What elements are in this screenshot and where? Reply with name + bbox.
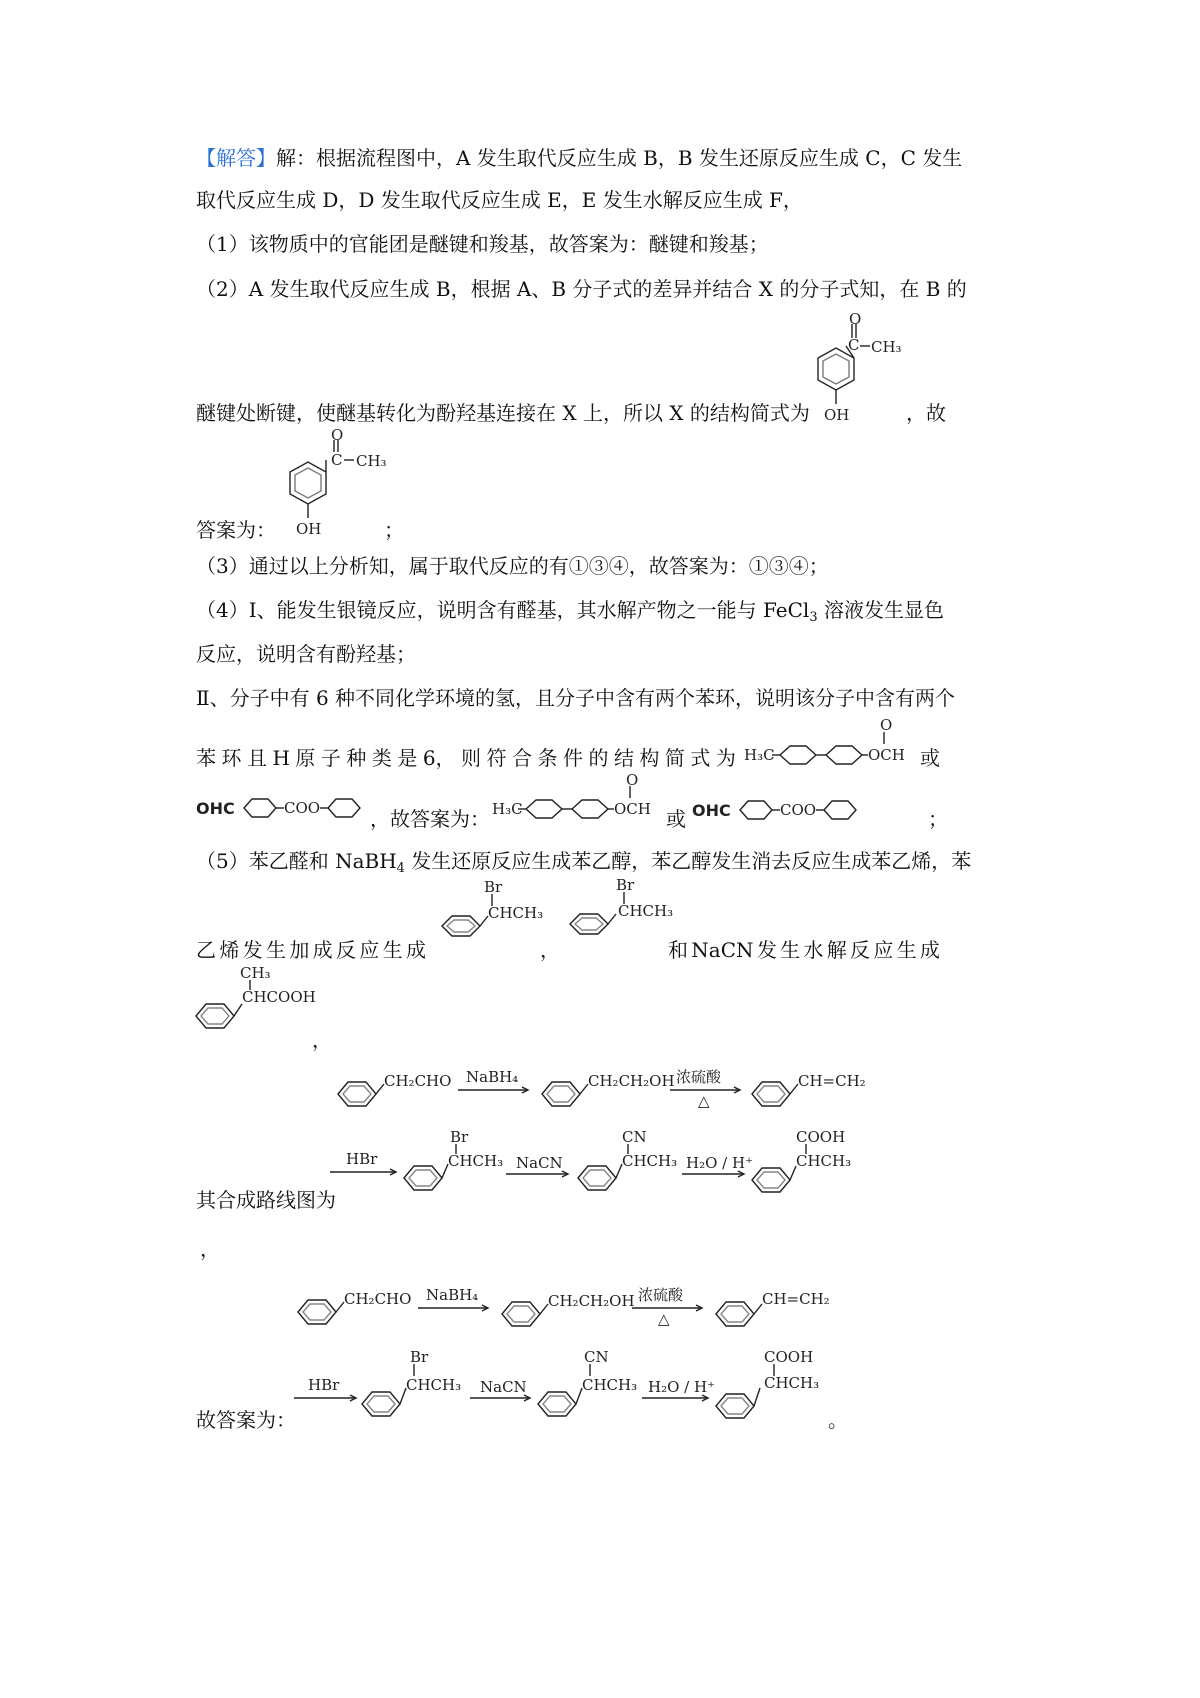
- line-5b: ，故: [906, 401, 946, 425]
- svg-text:CHCH₃: CHCH₃: [622, 1152, 678, 1170]
- svg-text:CH=CH₂: CH=CH₂: [798, 1072, 866, 1090]
- svg-text:Br: Br: [450, 1128, 469, 1146]
- svg-text:CH₂CHO: CH₂CHO: [384, 1072, 452, 1090]
- line-17: ，: [200, 1237, 220, 1261]
- answer-tag: 【解答】: [196, 146, 276, 170]
- structure-bromo-1: [438, 878, 544, 956]
- svg-text:CH₂CHO: CH₂CHO: [344, 1290, 412, 1308]
- line-1: [196, 145, 962, 171]
- structure-aldehyde-ester-1: [196, 788, 366, 828]
- svg-text:OH: OH: [296, 520, 322, 538]
- svg-text:C: C: [848, 336, 860, 354]
- svg-text:OCH: OCH: [868, 746, 905, 764]
- synthesis-route-2: [290, 1278, 830, 1438]
- svg-text:CHCH₃: CHCH₃: [764, 1374, 820, 1392]
- svg-text:CHCOOH: CHCOOH: [242, 988, 316, 1006]
- svg-text:COO: COO: [284, 799, 321, 817]
- svg-text:OHC: OHC: [692, 801, 731, 820]
- line-8: （4）Ⅰ、能发生银镜反应，说明含有醛基，其水解产物之一能与 FeCl$_3$ 溶液发生显色: [196, 598, 944, 625]
- svg-text:浓硫酸: 浓硫酸: [638, 1286, 684, 1304]
- svg-text:CH₃: CH₃: [871, 338, 902, 356]
- structure-bromo-2: [566, 876, 674, 954]
- svg-text:CH=CH₂: CH=CH₂: [762, 1290, 830, 1308]
- svg-text:COOH: COOH: [764, 1348, 814, 1366]
- svg-text:H₃C: H₃C: [492, 800, 523, 818]
- svg-text:O: O: [626, 771, 639, 789]
- svg-text:OH: OH: [824, 406, 850, 424]
- line-14b: ，: [540, 938, 560, 962]
- svg-text:CHCH₃: CHCH₃: [448, 1152, 504, 1170]
- structure-aldehyde-ester-2: [692, 790, 862, 830]
- svg-text:HBr: HBr: [308, 1376, 340, 1394]
- svg-text:O: O: [880, 716, 893, 734]
- line-6a: 答案为：: [196, 518, 276, 542]
- svg-text:NaCN: NaCN: [480, 1378, 527, 1396]
- line-3: （1）该物质中的官能团是醚键和羧基，故答案为：醚键和羧基；: [196, 232, 769, 256]
- svg-text:CHCH₃: CHCH₃: [582, 1376, 638, 1394]
- svg-text:△: △: [658, 1310, 670, 1328]
- svg-text:C: C: [331, 451, 343, 469]
- svg-text:Br: Br: [410, 1348, 429, 1366]
- line-19: 。: [828, 1408, 848, 1432]
- structure-x-2: [268, 426, 388, 542]
- svg-text:CH₂CH₂OH: CH₂CH₂OH: [548, 1292, 635, 1310]
- svg-text:O: O: [849, 310, 862, 328]
- line-11b: 或: [920, 746, 940, 770]
- line-16: 其合成路线图为: [196, 1188, 336, 1212]
- svg-text:NaCN: NaCN: [516, 1154, 563, 1172]
- svg-text:H₂O / H⁺: H₂O / H⁺: [686, 1154, 753, 1172]
- svg-text:CN: CN: [584, 1348, 609, 1366]
- svg-text:△: △: [698, 1092, 710, 1110]
- line-12a: ，故答案为：: [370, 807, 490, 831]
- line-15: ，: [312, 1028, 332, 1052]
- line-9: 反应，说明含有酚羟基；: [196, 642, 416, 666]
- svg-text:HBr: HBr: [346, 1150, 378, 1168]
- intro-text: 解：根据流程图中，A 发生取代反应生成 B，B 发生还原反应生成 C，C 发生: [276, 146, 963, 170]
- svg-text:H₃C: H₃C: [744, 746, 775, 764]
- synthesis-route-1: [330, 1060, 870, 1210]
- line-4: （2）A 发生取代反应生成 B，根据 A、B 分子式的差异并结合 X 的分子式知，在 B 的: [196, 277, 967, 301]
- line-7: （3）通过以上分析知，属于取代反应的有①③④，故答案为：①③④；: [196, 554, 829, 578]
- svg-text:NaBH₄: NaBH₄: [426, 1286, 479, 1304]
- svg-text:CHCH₃: CHCH₃: [488, 904, 544, 922]
- svg-text:CHCH₃: CHCH₃: [796, 1152, 852, 1170]
- svg-text:OCH: OCH: [614, 800, 651, 818]
- svg-text:COO: COO: [780, 801, 817, 819]
- svg-text:CH₃: CH₃: [240, 964, 271, 982]
- line-13: （5）苯乙醛和 NaBH$_4$ 发生还原反应生成苯乙醇，苯乙醇发生消去反应生成苯乙烯，苯: [196, 849, 972, 876]
- svg-text:NaBH₄: NaBH₄: [466, 1068, 519, 1086]
- svg-text:O: O: [331, 426, 344, 444]
- structure-biphenyl-formate-1: [744, 718, 924, 780]
- structure-acid: [190, 966, 320, 1042]
- line-6b: ；: [384, 518, 404, 542]
- line-11: 苯 环 且 H 原 子 种 类 是 6， 则 符 合 条 件 的 结 构 简 式 为: [196, 746, 736, 770]
- line-2: 取代反应生成 D，D 发生取代反应生成 E，E 发生水解反应生成 F，: [196, 188, 803, 212]
- svg-text:OHC: OHC: [196, 799, 235, 818]
- svg-text:COOH: COOH: [796, 1128, 846, 1146]
- line-10: Ⅱ、分子中有 6 种不同化学环境的氢，且分子中含有两个苯环，说明该分子中含有两个: [196, 686, 956, 710]
- svg-text:CN: CN: [622, 1128, 647, 1146]
- svg-text:浓硫酸: 浓硫酸: [676, 1068, 722, 1086]
- line-5a: 醚键处断键，使醚基转化为酚羟基连接在 X 上，所以 X 的结构简式为: [196, 401, 810, 425]
- line-12b: 或: [666, 807, 686, 831]
- line-18: 故答案为：: [196, 1408, 296, 1432]
- line-14c: 和 NaCN 发 生 水 解 反 应 生 成: [668, 938, 940, 962]
- svg-text:Br: Br: [484, 878, 503, 896]
- line-12c: ；: [928, 807, 948, 831]
- svg-text:CH₂CH₂OH: CH₂CH₂OH: [588, 1072, 675, 1090]
- svg-text:CHCH₃: CHCH₃: [618, 902, 674, 920]
- svg-text:Br: Br: [616, 876, 635, 894]
- svg-text:CH₃: CH₃: [356, 452, 387, 470]
- line-14: 乙 烯 发 生 加 成 反 应 生 成: [196, 938, 426, 962]
- svg-text:H₂O / H⁺: H₂O / H⁺: [648, 1378, 715, 1396]
- structure-biphenyl-formate-2: [492, 771, 668, 832]
- svg-text:CHCH₃: CHCH₃: [406, 1376, 462, 1394]
- structure-x-1: [796, 310, 906, 428]
